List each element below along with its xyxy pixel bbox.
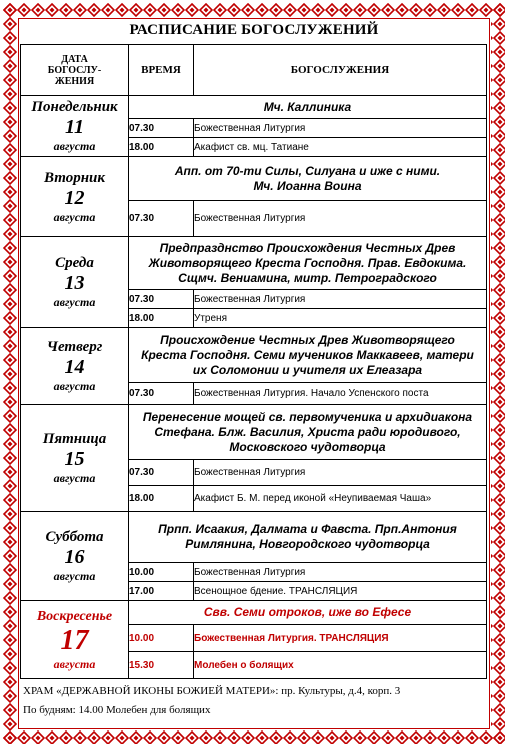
- service-name: Божественная Литургия: [194, 201, 487, 237]
- date-cell: Среда 13 августа: [21, 237, 129, 328]
- feast-cell: Перенесение мощей св. первомученика и архидиакона Стефана. Блж. Василия, Христа ради юродивого, Московского чудотворца: [129, 405, 487, 460]
- service-name: Акафист св. мц. Татиане: [194, 138, 487, 157]
- schedule-table: [20, 44, 487, 679]
- service-name: Божественная Литургия. Начало Успенского поста: [194, 383, 487, 405]
- service-time: 18.00: [129, 486, 194, 512]
- day-row-monday: [21, 96, 487, 119]
- day-row-wednesday: [21, 237, 487, 290]
- day-row-tuesday: [21, 157, 487, 201]
- feast-cell: Мч. Каллиника: [129, 96, 487, 119]
- day-row-saturday: [21, 512, 487, 563]
- day-row-sunday: [21, 601, 487, 625]
- date-cell: Суббота 16 августа: [21, 512, 129, 601]
- date-cell: Четверг 14 августа: [21, 328, 129, 405]
- service-time: 15.30: [129, 652, 194, 679]
- day-row-friday: [21, 405, 487, 460]
- church-address: ХРАМ «ДЕРЖАВНОЙ ИКОНЫ БОЖИЕЙ МАТЕРИ»: пр. Культуры, д.4, корп. 3: [23, 685, 401, 697]
- service-name: Всенощное бдение. ТРАНСЛЯЦИЯ: [194, 582, 487, 601]
- day-row-thursday: [21, 328, 487, 383]
- header-services: БОГОСЛУЖЕНИЯ: [194, 45, 487, 96]
- header-row: [21, 45, 487, 96]
- service-name: Божественная Литургия: [194, 290, 487, 309]
- service-name: Акафист Б. М. перед иконой «Неупиваемая Чаша»: [194, 486, 487, 512]
- feast-cell: Свв. Семи отроков, иже во Ефесе: [129, 601, 487, 625]
- service-name: Божественная Литургия: [194, 119, 487, 138]
- date-cell: Воскресенье 17 августа: [21, 601, 129, 679]
- service-name: Молебен о болящих: [194, 652, 487, 679]
- service-name: Божественная Литургия. ТРАНСЛЯЦИЯ: [194, 625, 487, 652]
- feast-cell: Происхождение Честных Древ Животворящего Креста Господня. Семи мучеников Маккавеев, матери их Соломонии и учителя их Елеазара: [129, 328, 487, 383]
- service-time: 18.00: [129, 138, 194, 157]
- service-time: 10.00: [129, 563, 194, 582]
- service-time: 18.00: [129, 309, 194, 328]
- feast-cell: Предпразднство Происхождения Честных Древ Животворящего Креста Господня. Прав. Евдокима. Сщмч. Вениамина, митр. Петроградского: [129, 237, 487, 290]
- service-time: 07.30: [129, 119, 194, 138]
- date-cell: Вторник 12 августа: [21, 157, 129, 237]
- service-time: 07.30: [129, 290, 194, 309]
- date-cell: Понедельник 11 августа: [21, 96, 129, 157]
- service-name: Утреня: [194, 309, 487, 328]
- weekday-note: По будням: 14.00 Молебен для болящих: [23, 704, 211, 716]
- feast-cell: Апп. от 70-ти Силы, Силуана и иже с ними. Мч. Иоанна Воина: [129, 157, 487, 201]
- page-title: РАСПИСАНИЕ БОГОСЛУЖЕНИЙ: [129, 22, 379, 38]
- service-name: Божественная Литургия: [194, 460, 487, 486]
- service-time: 10.00: [129, 625, 194, 652]
- service-time: 07.30: [129, 383, 194, 405]
- header-time: ВРЕМЯ: [129, 45, 194, 96]
- header-date: ДАТА БОГОСЛУ- ЖЕНИЯ: [21, 45, 129, 96]
- date-cell: Пятница 15 августа: [21, 405, 129, 512]
- service-time: 17.00: [129, 582, 194, 601]
- service-time: 07.30: [129, 460, 194, 486]
- service-name: Божественная Литургия: [194, 563, 487, 582]
- feast-cell: Прпп. Исаакия, Далмата и Фавста. Прп.Антония Римлянина, Новгородского чудотворца: [129, 512, 487, 563]
- service-time: 07.30: [129, 201, 194, 237]
